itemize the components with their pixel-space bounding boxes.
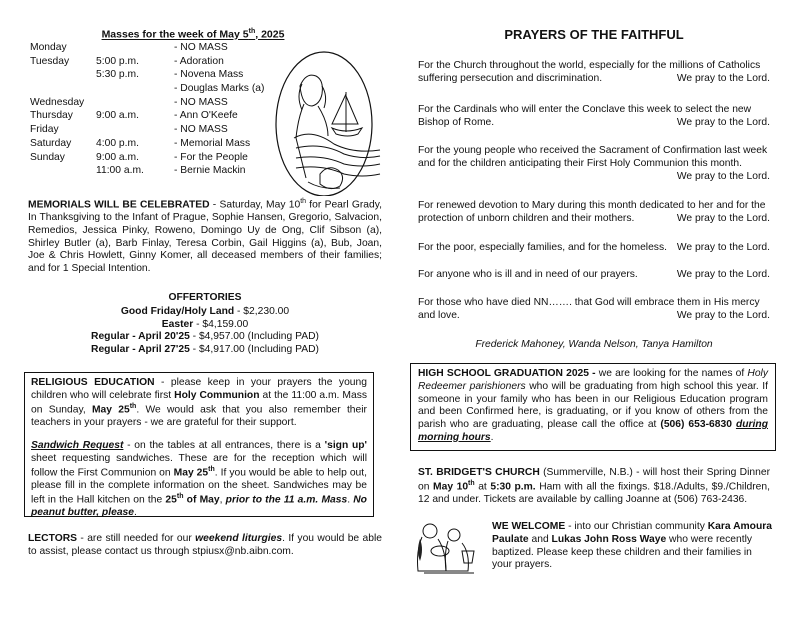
memorials-paragraph: MEMORIALS WILL BE CELEBRATED - Saturday, May 10th for Pearl Grady, In Thanksgiving to the Infant of Prague, Sophie Hansen, Gregorio, Salvacion, Remedios, Jessica Pinky, Roweno, Domingo Uy de Ong, Clif Sibson (a), Shirley Butler (a), Barb Finlay, Teresa Corbin, Gail Higgins (a), Bub, Joan, Joe & Chris Howlett, Ginny Komer, all deceased members of their families; and for 1 Special Intention. bbox=[28, 198, 383, 275]
mass-time bbox=[96, 42, 174, 56]
mass-time: 11:00 a.m. bbox=[96, 165, 144, 177]
mass-day: Friday bbox=[30, 124, 59, 136]
mass-row bbox=[30, 124, 290, 138]
prayer-item: For anyone who is ill and in need of our prayers. We pray to the Lord. bbox=[418, 269, 770, 280]
prayer-item: For the poor, especially families, and for the homeless. We pray to the Lord. bbox=[418, 242, 770, 253]
prayers-title: PRAYERS OF THE FAITHFUL bbox=[504, 27, 684, 42]
mass-day bbox=[30, 83, 96, 97]
mass-day: Saturday bbox=[30, 137, 72, 149]
mass-time: 5:00 p.m. bbox=[96, 55, 139, 67]
offertory-line: Regular - April 27'25 - $4,917.00 (Including PAD) bbox=[91, 344, 319, 356]
mass-day: Thursday bbox=[30, 110, 73, 122]
religious-education-box bbox=[24, 372, 374, 517]
st-bridget-paragraph: ST. BRIDGET'S CHURCH (Summerville, N.B.) - will host their Spring Dinner on May 10th at 5:30 p.m. Ham with all the fixings. $18./Adults, $9./Children, 12 and under. Tickets are available by calling Joanne at (506) 763-2436. bbox=[418, 467, 770, 505]
mass-day: Tuesday bbox=[30, 55, 70, 67]
offertories-section bbox=[28, 292, 382, 357]
mass-row bbox=[30, 97, 290, 111]
mass-intention: - Adoration bbox=[174, 55, 224, 67]
mass-day: Monday bbox=[30, 42, 67, 53]
offertory-line: Regular - April 20'25 - $4,957.00 (Including PAD) bbox=[91, 331, 319, 343]
mass-time bbox=[96, 83, 174, 97]
offertory-line: Good Friday/Holy Land - $2,230.00 bbox=[120, 305, 290, 317]
mass-intention: - Novena Mass bbox=[174, 69, 244, 81]
prayer-item: For the Church throughout the world, especially for the millions of Catholics suffering persecution and discrimination. We pray to the Lord. bbox=[418, 60, 770, 84]
mass-day: Wednesday bbox=[30, 96, 85, 108]
prayer-names: Frederick Mahoney, Wanda Nelson, Tanya Hamilton bbox=[475, 339, 713, 350]
mass-intention: - Bernie Mackin bbox=[174, 165, 246, 177]
mass-time bbox=[96, 97, 174, 111]
mass-intention: - Memorial Mass bbox=[174, 137, 251, 149]
mass-time: 4:00 p.m. bbox=[96, 137, 139, 149]
mass-intention: - NO MASS bbox=[174, 96, 228, 108]
graduation-box: HIGH SCHOOL GRADUATION 2025 - we are looking for the names of Holy Redeemer parishioners who will be graduating from high school this year. If someone in your family who has been in our Religious Education program and been Confirmed here, is graduating, or if you know of others from the parish who are graduating, please call the office at (506) 653-6830 during morning hours. bbox=[410, 363, 776, 451]
we-welcome-paragraph: WE WELCOME - into our Christian community Kara Amoura Paulate and Lukas John Ross Waye who were recently baptized. Please keep these children and their families in your prayers. bbox=[492, 521, 772, 571]
mass-row bbox=[30, 83, 290, 97]
mass-intention: - For the People bbox=[174, 151, 248, 163]
mass-day bbox=[30, 69, 96, 83]
mass-intention: - NO MASS bbox=[174, 42, 228, 53]
mass-row bbox=[30, 56, 290, 70]
mass-schedule bbox=[30, 42, 290, 179]
christ-by-sea-illustration bbox=[274, 46, 382, 196]
mass-time: 5:30 p.m. bbox=[96, 69, 139, 81]
sandwich-request-paragraph: Sandwich Request - on the tables at all entrances, there is a 'sign up' sheet requesting sandwiches. These are for the reception which will follow the First Communion on May 25th. If you would be able to help out, please fill in the complete information on the sheet. Sandwiches may be left in the Hall kitchen on the 25th of May, prior to the 11 a.m. Mass. No peanut butter, please. bbox=[31, 440, 368, 519]
mass-time: 9:00 a.m. bbox=[96, 151, 139, 163]
mass-row bbox=[30, 42, 290, 56]
prayer-item: For the young people who received the Sacrament of Confirmation last week and for the children anticipating their First Holy Communion this month. We pray to the Lord. bbox=[418, 145, 770, 182]
mass-time: 9:00 a.m. bbox=[96, 110, 139, 122]
offertories-heading: OFFERTORIES bbox=[168, 292, 242, 303]
mass-row bbox=[30, 138, 290, 152]
mass-row bbox=[30, 69, 290, 83]
religious-education-paragraph: RELIGIOUS EDUCATION - please keep in your prayers the young children who will celebrate first Holy Communion at the 11:00 a.m. Mass on Sunday, May 25th. We would ask that you also remember their teachers in your prayers - we are grateful for their support. bbox=[31, 377, 368, 428]
prayer-item: For the Cardinals who will enter the Conclave this week to select the new Bishop of Rome. We pray to the Lord. bbox=[418, 104, 770, 128]
mass-row bbox=[30, 152, 290, 166]
mass-time bbox=[96, 124, 174, 138]
prayer-item: For those who have died NN……. that God will embrace them in His mercy and love. We pray to the Lord. bbox=[418, 297, 770, 321]
mass-day: Sunday bbox=[30, 151, 65, 163]
prayer-item: For renewed devotion to Mary during this month dedicated to her and for the protection of unborn children and their mothers. We pray to the Lord. bbox=[418, 200, 770, 224]
baptism-illustration bbox=[410, 517, 480, 575]
masses-title: Masses for the week of May 5th, 2025 bbox=[101, 28, 285, 41]
mass-intention: - NO MASS bbox=[174, 124, 228, 136]
lectors-paragraph: LECTORS - are still needed for our weekend liturgies. If you would be able to assist, please contact us through stpiusx@nb.aibn.com. bbox=[28, 533, 382, 557]
offertory-line: Easter - $4,159.00 bbox=[161, 318, 249, 330]
mass-row bbox=[30, 165, 290, 179]
mass-intention: - Douglas Marks (a) bbox=[174, 83, 265, 95]
mass-intention: - Ann O'Keefe bbox=[174, 110, 238, 122]
mass-row bbox=[30, 110, 290, 124]
mass-day bbox=[30, 165, 96, 179]
